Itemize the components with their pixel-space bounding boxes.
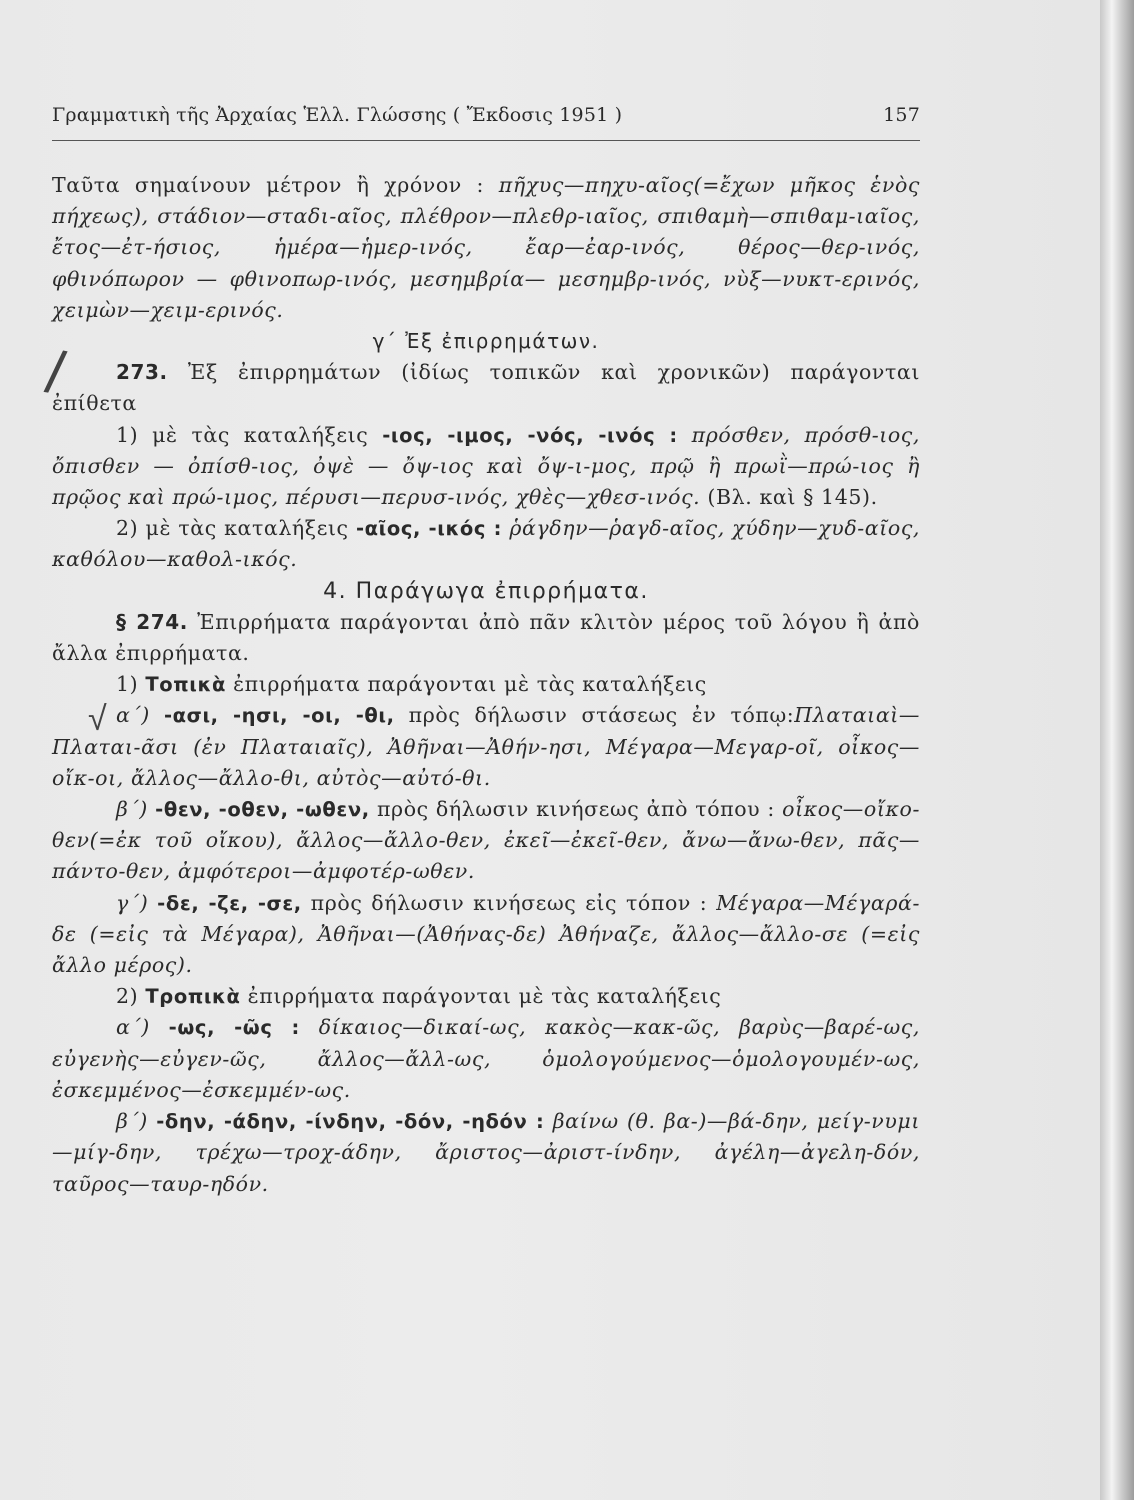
subheading-g: γ΄ Ἐξ ἐπιρρημάτων. [372, 329, 600, 354]
intro-examples: πῆχυς—πηχυ-αῖος(=ἔχων μῆκος ἑνὸς πήχεως), στάδιον—σταδι-αῖος, πλέθρον—πλεθρ-ιαῖος, σπιθαμὴ—σπιθαμ-ιαῖος, ἔτος—ἐτ-ήσιος, ἡμέρα—ἡμερ-ινός, ἔαρ—ἐαρ-ινός, θέρος—θερ-ινός, φθινόπωρον — φθινοπωρ-ινός, μεσημβρία— μεσημβρ-ινός, νὺξ—νυκτ-ερινός, χειμὼν—χειμ-ερινός. [52, 173, 920, 322]
header-title: Γραμματικὴ τῆς Ἀρχαίας Ἑλλ. Γλώσσης ( Ἔκδοσις 1951 ) [52, 104, 623, 126]
pencil-mark-tick: √ [88, 700, 107, 738]
topika-num: 1) [116, 672, 139, 697]
topika-c [52, 888, 920, 982]
page-body [52, 170, 920, 1200]
tropika-term: Τροπικὰ [145, 985, 241, 1009]
tropika-paragraph [52, 981, 920, 1012]
item-1-label: 1) μὲ τὰς καταλήξεις [116, 422, 369, 447]
intro-paragraph [52, 170, 920, 326]
topika-term: Τοπικὰ [145, 673, 226, 697]
item-2-endings: -αῖος, -ικός : [355, 517, 503, 541]
tropika-a-label: α΄) [116, 1015, 150, 1040]
topika-text: ἐπιρρήματα παράγονται μὲ τὰς καταλήξεις [233, 672, 707, 697]
topika-c-desc: πρὸς δήλωσιν κινήσεως εἰς τόπον : [310, 890, 708, 915]
topika-b-examples: οἶκος—οἴκο-θεν(=ἐκ τοῦ οἴκου), ἄλλος—ἄλλο-θεν, ἐκεῖ—ἐκεῖ-θεν, ἄνω—ἄνω-θεν, πᾶς—πάντο-θεν, ἀμφότεροι—ἀμφοτέρ-ωθεν. [52, 797, 920, 884]
topika-paragraph [52, 669, 920, 700]
section-273-item-1 [52, 420, 920, 514]
topika-c-examples: Μέγαρα—Μέγαρά-δε (=εἰς τὰ Μέγαρα), Ἀθῆναι—(Ἀθήνας-δε) Ἀθήναζε, ἄλλος—ἄλλο-σε (=εἰς ἄλλο μέρος). [52, 890, 920, 978]
topika-a-examples: Πλαταιαὶ—Πλαται-ᾶσι (ἐν Πλαταιαῖς), Ἀθῆναι—Ἀθήν-ησι, Μέγαρα—Μεγαρ-οῖ, οἶκος—οἴκ-οι, ἄλλος—ἄλλο-θι, αὐτὸς—αὐτό-θι. [52, 703, 920, 790]
topika-b [52, 794, 920, 888]
section-273-number: 273. [116, 360, 168, 385]
section-274-paragraph [52, 607, 920, 669]
section-274-text: Ἐπιρρήματα παράγονται ἀπὸ πᾶν κλιτὸν μέρος τοῦ λόγου ἢ ἀπὸ ἄλλα ἐπιρρήματα. [52, 609, 920, 666]
topika-a-desc: πρὸς δήλωσιν στάσεως ἐν τόπῳ: [408, 703, 795, 728]
tropika-b [52, 1106, 920, 1200]
topika-b-endings: -θεν, -οθεν, -ωθεν, [155, 798, 370, 822]
item-1-examples: πρόσθεν, πρόσθ-ιος, ὄπισθεν — ὀπίσθ-ιος, ὀψὲ — ὄψ-ιος καὶ ὄψ-ι-μος, πρῷ ἢ πρωῒ—πρώ-ιος ἢ πρῷος καὶ πρώ-ιμος, πέρυσι—περυσ-ινός, χθὲς—χθεσ-ινός. [52, 422, 921, 510]
topika-b-label: β΄) [116, 797, 148, 822]
section-273-item-2 [52, 513, 920, 575]
section-273-text: Ἐξ ἐπιρρημάτων (ἰδίως τοπικῶν καὶ χρονικῶν) παράγονται ἐπίθετα [52, 360, 920, 416]
item-2-examples: ῥάγδην—ῥαγδ-αῖος, χύδην—χυδ-αῖος, καθόλου—καθολ-ικός. [52, 516, 921, 572]
topika-c-label: γ΄) [116, 890, 149, 915]
header-rule [52, 140, 920, 141]
pencil-mark-stroke: / [41, 338, 70, 407]
topika-a-endings: -ασι, -ησι, -οι, -θι, [163, 704, 395, 728]
tropika-b-endings: -δην, -άδην, -ίνδην, -δόν, -ηδόν : [156, 1110, 545, 1134]
tropika-a [52, 1012, 920, 1106]
section-273-paragraph [52, 357, 920, 419]
page-number: 157 [883, 104, 920, 126]
tropika-a-endings: -ως, -ῶς : [168, 1016, 300, 1040]
tropika-num: 2) [116, 984, 139, 1009]
topika-a [52, 700, 920, 794]
section-274-number: § 274. [116, 609, 188, 634]
topika-a-label: α΄) [116, 703, 150, 728]
tropika-b-label: β΄) [116, 1109, 148, 1134]
running-header [52, 104, 920, 134]
intro-lead: Ταῦτα σημαίνουν μέτρον ἢ χρόνον : [52, 173, 485, 197]
item-1-ref: (Βλ. καὶ § 145). [707, 485, 878, 510]
topika-c-endings: -δε, -ζε, -σε, [157, 891, 302, 915]
item-1-endings: -ιος, -ιμος, -νός, -ινός : [382, 423, 678, 447]
book-spine-edge [1100, 0, 1134, 1500]
tropika-a-examples: δίκαιος—δικαί-ως, κακὸς—κακ-ῶς, βαρὺς—βαρέ-ως, εὐγενὴς—εὐγεν-ῶς, ἄλλος—ἄλλ-ως, ὁμολογούμενος—ὁμολογουμέν-ως, ἐσκεμμένος—ἐσκεμμέν-ως. [52, 1015, 920, 1102]
section-4-heading: 4. Παράγωγα ἐπιρρήματα. [323, 578, 649, 604]
tropika-text: ἐπιρρήματα παράγονται μὲ τὰς καταλήξεις [247, 984, 722, 1009]
item-2-label: 2) μὲ τὰς καταλήξεις [116, 516, 349, 541]
topika-b-desc: πρὸς δήλωσιν κινήσεως ἀπὸ τόπου : [376, 797, 775, 822]
tropika-b-examples: βαίνω (θ. βα-)—βά-δην, μείγ-νυμι—μίγ-δην, τρέχω—τροχ-άδην, ἄριστος—ἀριστ-ίνδην, ἀγέλη—ἀγελη-δόν, ταῦρος—ταυρ-ηδόν. [52, 1109, 920, 1196]
